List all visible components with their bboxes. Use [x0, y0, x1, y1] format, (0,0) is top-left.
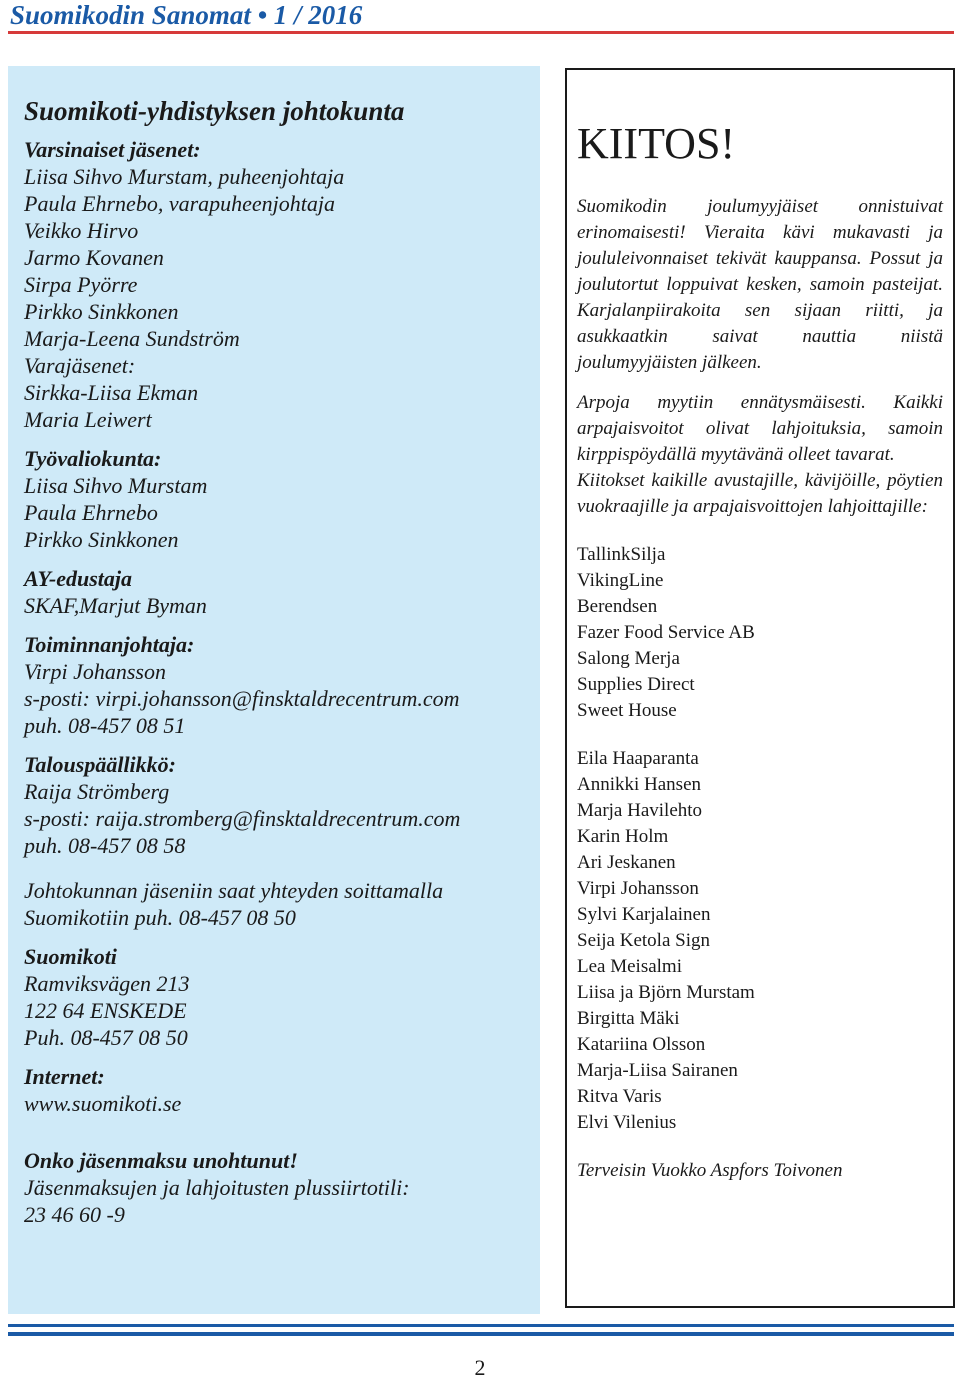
- bottom-rule-thick: [8, 1332, 954, 1336]
- committee-member: Paula Ehrnebo: [24, 500, 158, 525]
- deputy-member: Sirkka-Liisa Ekman: [24, 380, 199, 405]
- volunteer-name: Virpi Johansson: [577, 878, 699, 899]
- contact-line: Suomikotiin puh. 08-457 08 50: [24, 905, 296, 930]
- board-member: Pirkko Sinkkonen: [24, 299, 179, 324]
- volunteer-name: Marja-Liisa Sairanen: [577, 1060, 738, 1081]
- finance-details: [24, 778, 524, 859]
- thanks-title: KIITOS!: [577, 119, 736, 168]
- internet-heading: Internet:: [24, 1064, 105, 1089]
- thanks-paragraph-3: Kiitokset kaikille avustajille, kävijöille, pöytien vuokraajille ja arpajaisvoittojen lahjoittajille:: [577, 470, 943, 517]
- sponsor-company: TallinkSilja: [577, 544, 666, 565]
- ay-heading: AY-edustaja: [24, 566, 132, 591]
- sponsor-companies-list: [577, 542, 943, 724]
- board-member: Paula Ehrnebo, varapuheenjohtaja: [24, 191, 336, 216]
- finance-line: s-posti: raija.stromberg@finsktaldrecentrum.com: [24, 806, 461, 831]
- fee-heading: Onko jäsenmaksu unohtunut!: [24, 1148, 298, 1173]
- volunteer-name: Lea Meisalmi: [577, 956, 682, 977]
- committee-member: Pirkko Sinkkonen: [24, 527, 179, 552]
- deputy-members-heading: Varajäsenet:: [24, 353, 136, 378]
- bottom-rule: [8, 1324, 954, 1327]
- ay-value: SKAF,Marjut Byman: [24, 593, 207, 618]
- volunteer-name: Annikki Hansen: [577, 774, 702, 795]
- sponsor-company: Sweet House: [577, 700, 677, 721]
- fee-line: 23 46 60 -9: [24, 1202, 125, 1227]
- sponsor-company: Salong Merja: [577, 648, 680, 669]
- contact-text: [24, 877, 524, 931]
- sponsor-company: VikingLine: [577, 570, 664, 591]
- thanks-paragraph-2: Arpoja myytiin ennätysmäisesti. Kaikki arpajaisvoitot olivat lahjoituksia, samoin kirppispöydällä myytävänä olleet tavarat.: [577, 392, 943, 465]
- sponsor-company: Fazer Food Service AB: [577, 622, 755, 643]
- volunteer-name: Marja Havilehto: [577, 800, 703, 821]
- page-number: 2: [474, 1355, 486, 1380]
- finance-line: Raija Strömberg: [24, 779, 170, 804]
- director-line: Virpi Johansson: [24, 659, 166, 684]
- masthead: Suomikodin Sanomat • 1 / 2016: [10, 0, 363, 30]
- address-block: [24, 970, 524, 1051]
- volunteer-name: Elvi Vilenius: [577, 1112, 677, 1133]
- volunteer-name: Eila Haaparanta: [577, 748, 699, 769]
- board-title: Suomikoti-yhdistyksen johtokunta: [24, 96, 405, 126]
- volunteer-name: Katariina Olsson: [577, 1034, 706, 1055]
- thanks-paragraph-1: Suomikodin joulumyyjäiset onnistuivat erinomaisesti! Vieraita kävi mukavasti ja joululeivonnaiset tekivät kauppansa. Possut ja joulutortut loppuivat kesken, samoin pasteijat. Karjalanpiirakoita sen sijaan riitti, ja asukkaatkin saivat nauttia niistä joulumyyjäisten jälkeen.: [577, 196, 943, 373]
- fee-details: [24, 1174, 524, 1228]
- top-rule: [8, 31, 954, 34]
- finance-heading: Talouspäällikkö:: [24, 752, 176, 777]
- committee-members-list: [24, 472, 524, 553]
- sponsor-company: Supplies Direct: [577, 674, 695, 695]
- director-heading: Toiminnanjohtaja:: [24, 632, 195, 657]
- board-member: Veikko Hirvo: [24, 218, 139, 243]
- regular-members-heading: Varsinaiset jäsenet:: [24, 137, 201, 162]
- deputy-member: Maria Leiwert: [24, 407, 152, 432]
- regular-members-list: [24, 163, 524, 352]
- volunteers-list: [577, 746, 943, 1136]
- thanks-box: [565, 68, 955, 1308]
- fee-line: Jäsenmaksujen ja lahjoitusten plussiirtotili:: [24, 1175, 410, 1200]
- board-member: Sirpa Pyörre: [24, 272, 138, 297]
- committee-heading: Työvaliokunta:: [24, 446, 162, 471]
- volunteer-name: Sylvi Karjalainen: [577, 904, 711, 925]
- volunteer-name: Karin Holm: [577, 826, 669, 847]
- deputy-members-list: [24, 379, 524, 433]
- board-panel: [8, 66, 540, 1314]
- contact-line: Johtokunnan jäseniin saat yhteyden soittamalla: [24, 878, 444, 903]
- website-link[interactable]: www.suomikoti.se: [24, 1091, 182, 1116]
- address-line: Ramviksvägen 213: [24, 971, 190, 996]
- address-line: 122 64 ENSKEDE: [24, 998, 187, 1023]
- volunteer-name: Liisa ja Björn Murstam: [577, 982, 755, 1003]
- director-line: s-posti: virpi.johansson@finsktaldrecentrum.com: [24, 686, 460, 711]
- volunteer-name: Birgitta Mäki: [577, 1008, 680, 1029]
- address-line: Puh. 08-457 08 50: [24, 1025, 188, 1050]
- address-heading: Suomikoti: [24, 944, 117, 969]
- volunteer-name: Ritva Varis: [577, 1086, 662, 1107]
- volunteer-name: Seija Ketola Sign: [577, 930, 710, 951]
- committee-member: Liisa Sihvo Murstam: [24, 473, 208, 498]
- board-member: Jarmo Kovanen: [24, 245, 164, 270]
- sponsor-company: Berendsen: [577, 596, 658, 617]
- board-member: Liisa Sihvo Murstam, puheenjohtaja: [24, 164, 345, 189]
- volunteer-name: Ari Jeskanen: [577, 852, 676, 873]
- director-line: puh. 08-457 08 51: [24, 713, 186, 738]
- finance-line: puh. 08-457 08 58: [24, 833, 186, 858]
- director-details: [24, 658, 524, 739]
- signature: Terveisin Vuokko Aspfors Toivonen: [577, 1160, 843, 1181]
- board-member: Marja-Leena Sundström: [24, 326, 240, 351]
